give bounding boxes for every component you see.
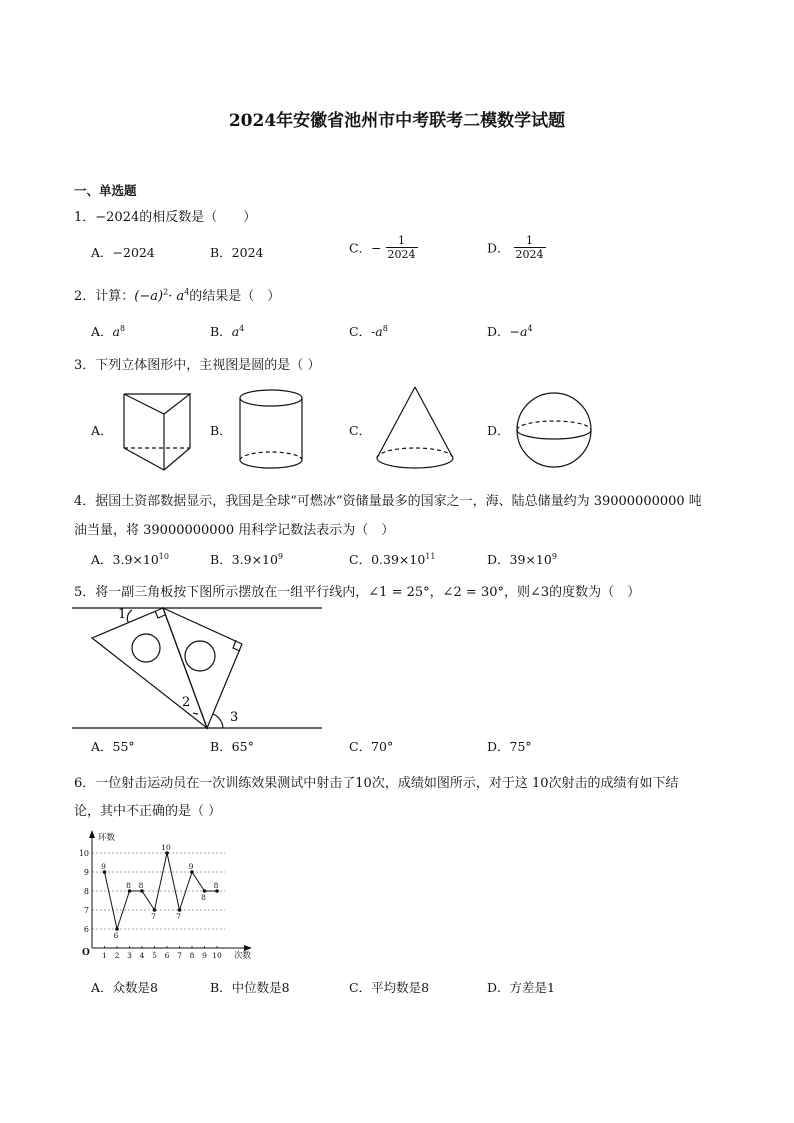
question-3-option-d: D． bbox=[487, 423, 510, 438]
option-text: D．39×10 bbox=[487, 552, 552, 567]
question-2-option-d bbox=[487, 322, 533, 340]
question-4-option-b bbox=[210, 550, 283, 568]
exponent: 8 bbox=[382, 323, 388, 333]
cylinder-bottom-back bbox=[240, 452, 302, 460]
question-2-option-c bbox=[349, 322, 388, 340]
exponent: 4 bbox=[184, 287, 190, 297]
question-4-option-a bbox=[91, 550, 169, 568]
x-tick-label: 1 bbox=[102, 951, 107, 960]
y-axis-label: 环数 bbox=[98, 833, 116, 843]
sphere-figure bbox=[514, 390, 594, 470]
prism-top-face bbox=[124, 394, 190, 414]
question-5-stem: 5．将一副三角板按下图所示摆放在一组平行线内，∠1 = 25°，∠2 = 30°，则∠3的度数为（ ） bbox=[74, 585, 641, 600]
option-label: B． bbox=[210, 324, 232, 339]
triangular-prism-figure bbox=[118, 388, 194, 474]
option-label: D． bbox=[487, 240, 510, 256]
question-4-option-c bbox=[349, 550, 435, 568]
origin-label: O bbox=[82, 948, 90, 958]
fraction bbox=[386, 234, 418, 261]
cylinder-bottom-front bbox=[240, 460, 302, 468]
base: a bbox=[231, 324, 240, 339]
y-tick-label: 8 bbox=[83, 887, 89, 896]
x-tick-label: 8 bbox=[189, 951, 195, 960]
sphere-outline bbox=[517, 393, 591, 467]
option-text: C．0.39×10 bbox=[349, 552, 426, 567]
x-tick-label: 7 bbox=[177, 951, 182, 960]
exponent: 10 bbox=[158, 551, 169, 561]
exponent: 9 bbox=[551, 551, 557, 561]
cone-side bbox=[415, 387, 453, 458]
x-tick-label: 3 bbox=[127, 951, 132, 960]
section-heading: 一、单选题 bbox=[74, 183, 137, 198]
angle-2-label: 2 bbox=[182, 695, 191, 710]
data-label: 8 bbox=[126, 881, 131, 890]
cone-base-back bbox=[377, 448, 453, 458]
question-4-option-d bbox=[487, 550, 557, 568]
angle-3-label: 3 bbox=[230, 710, 239, 725]
question-3-option-a: A． bbox=[91, 423, 113, 438]
x-tick-label: 2 bbox=[114, 951, 120, 960]
x-tick-label: 9 bbox=[202, 951, 207, 960]
prism-edge bbox=[164, 448, 190, 470]
data-label: 9 bbox=[101, 862, 106, 871]
question-2-option-b bbox=[210, 322, 244, 340]
x-tick-label: 6 bbox=[164, 951, 170, 960]
question-4-stem-line1: 4．据国土资部数据显示，我国是全球“可燃冰”资储量最多的国家之一，海、陆总储量约为 39000000000 吨 bbox=[74, 494, 702, 509]
cone-figure bbox=[372, 384, 458, 474]
question-5-option-b: B．65° bbox=[210, 739, 254, 754]
angle-2-arc bbox=[193, 713, 198, 714]
question-5-option-a: A．55° bbox=[91, 739, 135, 754]
question-6-option-a: A．众数是8 bbox=[91, 980, 158, 995]
expression: (−a) bbox=[134, 289, 164, 304]
question-3-option-c: C． bbox=[349, 423, 372, 438]
data-label: 9 bbox=[188, 862, 194, 871]
base: −a bbox=[509, 324, 528, 339]
numerator: 1 bbox=[398, 234, 406, 247]
question-3-stem: 3．下列立体图形中，主视图是圆的是（ ） bbox=[74, 358, 321, 373]
triangle-rulers-figure bbox=[70, 600, 324, 736]
sphere-equator-back bbox=[517, 421, 591, 430]
page-title: 2024年安徽省池州市中考联考二模数学试题 bbox=[228, 111, 566, 131]
data-label: 8 bbox=[213, 881, 219, 890]
option-label: A． bbox=[91, 324, 113, 339]
question-6-option-d: D．方差是1 bbox=[487, 980, 555, 995]
data-label: 7 bbox=[176, 912, 181, 921]
exponent: 4 bbox=[527, 323, 533, 333]
y-tick-label: 7 bbox=[83, 906, 89, 915]
question-5-option-d: D．75° bbox=[487, 739, 532, 754]
question-5-option-c: C．70° bbox=[349, 739, 394, 754]
stem-text: 2．计算： bbox=[74, 289, 135, 304]
option-label: C．− bbox=[349, 240, 382, 256]
base: a bbox=[112, 324, 120, 339]
expression: · a bbox=[168, 289, 185, 304]
question-1-option-a: A．−2024 bbox=[91, 245, 155, 260]
option-label: C． bbox=[349, 324, 372, 339]
data-label: 7 bbox=[151, 912, 156, 921]
data-label: 6 bbox=[113, 931, 119, 940]
triangle-ruler-left bbox=[92, 608, 207, 728]
question-2-option-a bbox=[91, 322, 125, 340]
data-label: 8 bbox=[138, 881, 144, 890]
fraction bbox=[514, 234, 546, 261]
cone-base-front bbox=[377, 458, 453, 468]
question-1-option-b: B．2024 bbox=[210, 245, 264, 260]
exponent: 8 bbox=[119, 323, 126, 333]
option-text: B．3.9×10 bbox=[210, 552, 278, 567]
x-tick-label: 5 bbox=[152, 951, 157, 960]
y-tick-label: 9 bbox=[83, 868, 89, 877]
data-label: 8 bbox=[201, 893, 206, 902]
question-2-stem bbox=[74, 285, 280, 304]
exponent: 11 bbox=[425, 551, 436, 561]
y-tick-label: 6 bbox=[83, 925, 89, 934]
cylinder-top bbox=[240, 390, 302, 406]
x-axis-label: 次数 bbox=[234, 951, 252, 961]
prism-edge bbox=[124, 448, 164, 470]
ruler-hole bbox=[132, 634, 160, 662]
question-6-option-b: B．中位数是8 bbox=[210, 980, 290, 995]
y-axis-arrow bbox=[89, 830, 95, 838]
option-text: A．3.9×10 bbox=[91, 552, 159, 567]
exponent: 4 bbox=[239, 323, 245, 333]
data-label: 10 bbox=[161, 843, 171, 852]
question-6-stem-line1: 6．一位射击运动员在一次训练效果测试中射击了10次，成绩如图所示，对于这 10次射击的成绩有如下结 bbox=[74, 776, 679, 791]
x-tick-label: 10 bbox=[212, 951, 222, 960]
denominator: 2024 bbox=[515, 248, 544, 261]
ruler-hole bbox=[185, 641, 215, 671]
right-angle-mark bbox=[155, 611, 165, 618]
numerator: 1 bbox=[526, 234, 534, 247]
stem-text: 的结果是（ ） bbox=[189, 289, 281, 304]
denominator: 2024 bbox=[387, 248, 416, 261]
question-6-stem-line2: 论，其中不正确的是（ ） bbox=[74, 804, 222, 819]
sphere-equator-front bbox=[517, 430, 591, 439]
angle-3-arc bbox=[213, 714, 223, 728]
option-label: D． bbox=[487, 324, 510, 339]
y-tick-label: 10 bbox=[78, 849, 89, 858]
angle-1-arc bbox=[127, 610, 132, 622]
cylinder-figure bbox=[236, 386, 306, 474]
question-1-stem: 1．−2024的相反数是（ ） bbox=[74, 210, 257, 225]
question-6-option-c: C．平均数是8 bbox=[349, 980, 430, 995]
x-tick-label: 4 bbox=[139, 951, 145, 960]
exponent: 2 bbox=[163, 287, 169, 297]
question-4-stem-line2: 油当量，将 39000000000 用科学记数法表示为（ ） bbox=[74, 523, 395, 538]
shooting-scores-chart bbox=[78, 828, 260, 962]
question-3-option-b: B． bbox=[210, 423, 232, 438]
cone-side bbox=[377, 387, 415, 458]
question-1-option-d bbox=[487, 234, 546, 261]
question-1-option-c bbox=[349, 234, 418, 261]
exponent: 9 bbox=[277, 551, 284, 561]
angle-1-label: 1 bbox=[118, 607, 127, 622]
base: -a bbox=[371, 324, 383, 339]
